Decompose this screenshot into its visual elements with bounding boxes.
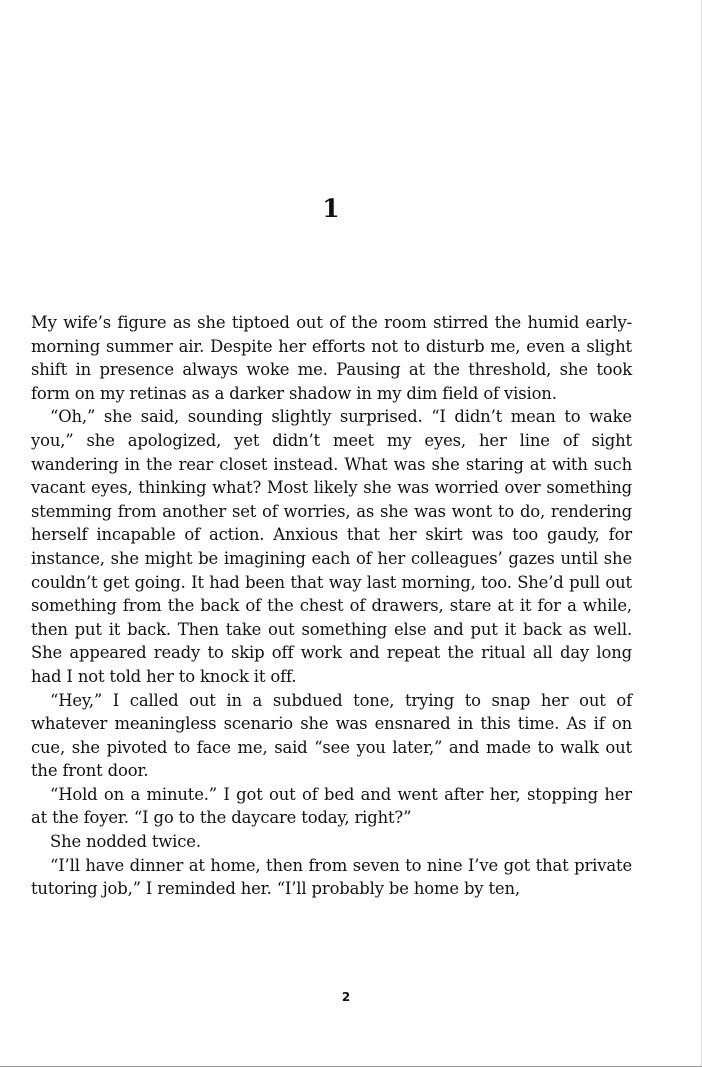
page-bottom-edge bbox=[0, 1066, 702, 1067]
paragraph: “I’ll have dinner at home, then from seven to nine I’ve got that private tutoring job,” I reminded her. “I’ll probably be home by ten, bbox=[31, 855, 632, 899]
paragraph: “Hold on a minute.” I got out of bed and went after her, stopping her at the foyer. “I go to the daycare today, right?” bbox=[31, 784, 632, 828]
paragraph: “Hey,” I called out in a subdued tone, trying to snap her out of whatever meaningless scenario she was ensnared in this time. As if on cue, she pivoted to face me, said “see you later,” and made to walk out the front door. bbox=[31, 690, 632, 781]
chapter-body bbox=[31, 311, 632, 901]
paragraph: She nodded twice. bbox=[50, 832, 201, 852]
chapter-number: 1 bbox=[322, 194, 340, 223]
paragraph: “Oh,” she said, sounding slightly surprised. “I didn’t mean to wake you,” she apologized, yet didn’t meet my eyes, her line of sight wandering in the rear closet instead. What was she staring at with such vacant eyes, thinking what? Most likely she was worried over something stemming from another set of worries, as she was wont to do, rendering herself incapable of action. Anxious that her skirt was too gaudy, for instance, she might be imagining each of her colleagues’ gazes until she couldn’t get going. It had been that way last morning, too. She’d pull out something from the back of the chest of drawers, stare at it for a while, then put it back. Then take out something else and put it back as well. She appeared ready to skip off work and repeat the ritual all day long had I not told her to knock it off. bbox=[31, 407, 632, 686]
paragraph: My wife’s figure as she tiptoed out of the room stirred the humid early-morning summer air. Despite her efforts not to disturb me, even a slight shift in presence always woke me. Pausing at the threshold, she took form on my retinas as a darker shadow in my dim field of vision. bbox=[31, 313, 632, 403]
page-number: 2 bbox=[341, 990, 351, 1004]
